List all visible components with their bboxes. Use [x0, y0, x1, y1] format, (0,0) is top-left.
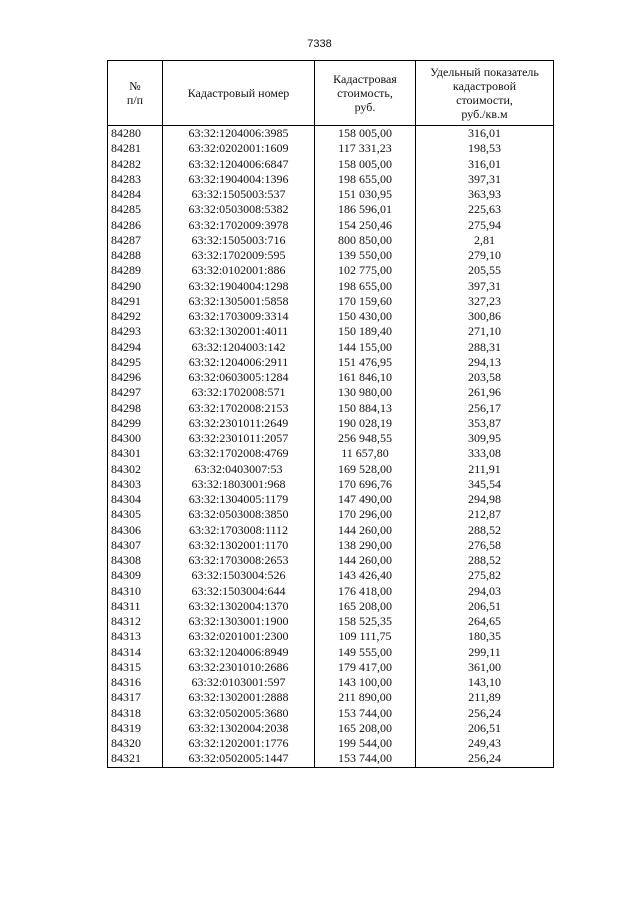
row-number-cell: 84303 [108, 477, 163, 492]
header-cost-line: Кадастровая [333, 72, 397, 86]
cadastral-number-cell: 63:32:1202001:1776 [163, 736, 315, 751]
cadastral-cost-cell: 170 296,00 [315, 507, 416, 522]
specific-value-cell: 279,10 [416, 248, 554, 263]
specific-value-cell: 206,51 [416, 599, 554, 614]
cadastral-cost-cell: 109 111,75 [315, 629, 416, 644]
table-row [108, 538, 554, 553]
cadastral-number-cell: 63:32:1904004:1298 [163, 279, 315, 294]
specific-value-cell: 275,94 [416, 218, 554, 233]
header-cadastral-cost [315, 61, 416, 126]
header-cadastral-line: Кадастровый номер [187, 86, 290, 100]
cadastral-cost-cell: 151 476,95 [315, 355, 416, 370]
row-number-cell: 84320 [108, 736, 163, 751]
cadastral-cost-cell: 130 980,00 [315, 385, 416, 400]
table-header-row [108, 61, 554, 126]
cadastral-cost-cell: 151 030,95 [315, 187, 416, 202]
cadastral-number-cell: 63:32:1302001:1170 [163, 538, 315, 553]
table-row [108, 462, 554, 477]
cadastral-number-cell: 63:32:1703008:2653 [163, 553, 315, 568]
specific-value-cell: 271,10 [416, 324, 554, 339]
cadastral-cost-cell: 176 418,00 [315, 584, 416, 599]
row-number-cell: 84312 [108, 614, 163, 629]
cadastral-cost-cell: 165 208,00 [315, 599, 416, 614]
cadastral-cost-cell: 144 155,00 [315, 340, 416, 355]
header-cost-line: руб. [354, 100, 376, 114]
row-number-cell: 84321 [108, 751, 163, 767]
specific-value-cell: 276,58 [416, 538, 554, 553]
specific-value-cell: 294,98 [416, 492, 554, 507]
row-number-cell: 84297 [108, 385, 163, 400]
cadastral-cost-cell: 144 260,00 [315, 523, 416, 538]
cadastral-cost-cell: 186 596,01 [315, 202, 416, 217]
cadastral-number-cell: 63:32:1302001:4011 [163, 324, 315, 339]
table-row [108, 660, 554, 675]
table-row [108, 431, 554, 446]
cadastral-number-cell: 63:32:1302004:1370 [163, 599, 315, 614]
specific-value-cell: 205,55 [416, 263, 554, 278]
cadastral-number-cell: 63:32:0403007:53 [163, 462, 315, 477]
specific-value-cell: 327,23 [416, 294, 554, 309]
row-number-cell: 84286 [108, 218, 163, 233]
cadastral-cost-cell: 153 744,00 [315, 751, 416, 767]
cadastral-cost-cell: 154 250,46 [315, 218, 416, 233]
table-row [108, 294, 554, 309]
specific-value-cell: 206,51 [416, 721, 554, 736]
cadastral-number-cell: 63:32:1904004:1396 [163, 172, 315, 187]
header-number-line: п/п [126, 93, 144, 107]
row-number-cell: 84283 [108, 172, 163, 187]
table-row [108, 370, 554, 385]
specific-value-cell: 225,63 [416, 202, 554, 217]
cadastral-cost-cell: 170 159,60 [315, 294, 416, 309]
specific-value-cell: 316,01 [416, 126, 554, 142]
header-specific-value [416, 61, 554, 126]
row-number-cell: 84307 [108, 538, 163, 553]
header-number [108, 61, 163, 126]
table-row [108, 553, 554, 568]
row-number-cell: 84310 [108, 584, 163, 599]
row-number-cell: 84306 [108, 523, 163, 538]
table-row [108, 751, 554, 767]
cadastral-number-cell: 63:32:1304005:1179 [163, 492, 315, 507]
table-row [108, 706, 554, 721]
row-number-cell: 84299 [108, 416, 163, 431]
specific-value-cell: 300,86 [416, 309, 554, 324]
specific-value-cell: 211,91 [416, 462, 554, 477]
cadastral-number-cell: 63:32:1702009:3978 [163, 218, 315, 233]
cadastral-cost-cell: 150 884,13 [315, 401, 416, 416]
row-number-cell: 84291 [108, 294, 163, 309]
specific-value-cell: 316,01 [416, 157, 554, 172]
cadastral-number-cell: 63:32:1505003:537 [163, 187, 315, 202]
cadastral-cost-cell: 143 100,00 [315, 675, 416, 690]
specific-value-cell: 212,87 [416, 507, 554, 522]
specific-value-cell: 361,00 [416, 660, 554, 675]
specific-value-cell: 275,82 [416, 568, 554, 583]
row-number-cell: 84289 [108, 263, 163, 278]
table-row [108, 568, 554, 583]
table-row [108, 507, 554, 522]
specific-value-cell: 288,52 [416, 523, 554, 538]
row-number-cell: 84285 [108, 202, 163, 217]
cadastral-number-cell: 63:32:1702008:4769 [163, 446, 315, 461]
specific-value-cell: 333,08 [416, 446, 554, 461]
cadastral-number-cell: 63:32:1702008:2153 [163, 401, 315, 416]
row-number-cell: 84302 [108, 462, 163, 477]
cadastral-cost-cell: 153 744,00 [315, 706, 416, 721]
cadastral-number-cell: 63:32:2301011:2057 [163, 431, 315, 446]
row-number-cell: 84314 [108, 645, 163, 660]
specific-value-cell: 256,24 [416, 751, 554, 767]
header-specific-line: стоимости, [456, 93, 513, 107]
cadastral-number-cell: 63:32:1303001:1900 [163, 614, 315, 629]
table-row [108, 721, 554, 736]
cadastral-cost-cell: 117 331,23 [315, 141, 416, 156]
row-number-cell: 84304 [108, 492, 163, 507]
header-number-line: № [129, 79, 141, 93]
specific-value-cell: 299,11 [416, 645, 554, 660]
row-number-cell: 84290 [108, 279, 163, 294]
specific-value-cell: 288,31 [416, 340, 554, 355]
cadastral-cost-cell: 147 490,00 [315, 492, 416, 507]
table-row [108, 157, 554, 172]
specific-value-cell: 294,13 [416, 355, 554, 370]
cadastral-cost-cell: 150 189,40 [315, 324, 416, 339]
table-row [108, 675, 554, 690]
cadastral-number-cell: 63:32:1305001:5858 [163, 294, 315, 309]
cadastral-cost-cell: 161 846,10 [315, 370, 416, 385]
cadastral-number-cell: 63:32:0503008:3850 [163, 507, 315, 522]
specific-value-cell: 397,31 [416, 279, 554, 294]
specific-value-cell: 180,35 [416, 629, 554, 644]
cadastral-number-cell: 63:32:2301011:2649 [163, 416, 315, 431]
table-row [108, 141, 554, 156]
cadastral-number-cell: 63:32:1503004:526 [163, 568, 315, 583]
table-row [108, 614, 554, 629]
cadastral-cost-cell: 158 005,00 [315, 126, 416, 142]
cadastral-number-cell: 63:32:1702008:571 [163, 385, 315, 400]
header-specific-line: руб./кв.м [461, 107, 508, 121]
page-number: 7338 [307, 38, 332, 50]
table-row [108, 202, 554, 217]
cadastral-cost-cell: 800 850,00 [315, 233, 416, 248]
cadastral-cost-cell: 102 775,00 [315, 263, 416, 278]
cadastral-number-cell: 63:32:1204006:8949 [163, 645, 315, 660]
cadastral-number-cell: 63:32:0503008:5382 [163, 202, 315, 217]
table-row [108, 172, 554, 187]
specific-value-cell: 294,03 [416, 584, 554, 599]
row-number-cell: 84281 [108, 141, 163, 156]
table-row [108, 599, 554, 614]
cadastral-number-cell: 63:32:1505003:716 [163, 233, 315, 248]
cadastral-number-cell: 63:32:0603005:1284 [163, 370, 315, 385]
specific-value-cell: 211,89 [416, 690, 554, 705]
cadastral-cost-cell: 211 890,00 [315, 690, 416, 705]
cadastral-number-cell: 63:32:0502005:1447 [163, 751, 315, 767]
table-row [108, 523, 554, 538]
table-row [108, 385, 554, 400]
cadastral-number-cell: 63:32:1703008:1112 [163, 523, 315, 538]
cadastral-cost-cell: 158 525,35 [315, 614, 416, 629]
table-row [108, 645, 554, 660]
cadastral-cost-cell: 199 544,00 [315, 736, 416, 751]
table-row [108, 492, 554, 507]
cadastral-number-cell: 63:32:0502005:3680 [163, 706, 315, 721]
row-number-cell: 84300 [108, 431, 163, 446]
cadastral-cost-cell: 149 555,00 [315, 645, 416, 660]
table-row [108, 736, 554, 751]
cadastral-cost-cell: 165 208,00 [315, 721, 416, 736]
cadastral-number-cell: 63:32:1204006:6847 [163, 157, 315, 172]
cadastral-number-cell: 63:32:1204006:3985 [163, 126, 315, 142]
header-cost-line: стоимость, [337, 86, 393, 100]
cadastral-number-cell: 63:32:1302004:2038 [163, 721, 315, 736]
cadastral-number-cell: 63:32:1204003:142 [163, 340, 315, 355]
cadastral-cost-cell: 198 655,00 [315, 279, 416, 294]
cadastral-number-cell: 63:32:1702009:595 [163, 248, 315, 263]
specific-value-cell: 256,17 [416, 401, 554, 416]
row-number-cell: 84301 [108, 446, 163, 461]
table-row [108, 629, 554, 644]
cadastral-cost-cell: 139 550,00 [315, 248, 416, 263]
header-cadastral-number [163, 61, 315, 126]
row-number-cell: 84292 [108, 309, 163, 324]
cadastral-cost-cell: 144 260,00 [315, 553, 416, 568]
cadastral-number-cell: 63:32:1703009:3314 [163, 309, 315, 324]
table-row [108, 187, 554, 202]
cadastral-number-cell: 63:32:0103001:597 [163, 675, 315, 690]
row-number-cell: 84280 [108, 126, 163, 142]
table-row [108, 401, 554, 416]
specific-value-cell: 264,65 [416, 614, 554, 629]
table-row [108, 477, 554, 492]
row-number-cell: 84282 [108, 157, 163, 172]
table-row [108, 340, 554, 355]
cadastral-value-table [107, 60, 554, 768]
table-row [108, 355, 554, 370]
cadastral-number-cell: 63:32:1803001:968 [163, 477, 315, 492]
specific-value-cell: 256,24 [416, 706, 554, 721]
cadastral-cost-cell: 143 426,40 [315, 568, 416, 583]
cadastral-cost-cell: 138 290,00 [315, 538, 416, 553]
specific-value-cell: 397,31 [416, 172, 554, 187]
specific-value-cell: 345,54 [416, 477, 554, 492]
specific-value-cell: 249,43 [416, 736, 554, 751]
specific-value-cell: 363,93 [416, 187, 554, 202]
specific-value-cell: 2,81 [416, 233, 554, 248]
cadastral-number-cell: 63:32:1204006:2911 [163, 355, 315, 370]
row-number-cell: 84309 [108, 568, 163, 583]
table-row [108, 218, 554, 233]
cadastral-cost-cell: 169 528,00 [315, 462, 416, 477]
cadastral-cost-cell: 170 696,76 [315, 477, 416, 492]
row-number-cell: 84288 [108, 248, 163, 263]
row-number-cell: 84313 [108, 629, 163, 644]
table-row [108, 309, 554, 324]
cadastral-cost-cell: 158 005,00 [315, 157, 416, 172]
table-row [108, 263, 554, 278]
row-number-cell: 84296 [108, 370, 163, 385]
cadastral-number-cell: 63:32:0202001:1609 [163, 141, 315, 156]
specific-value-cell: 198,53 [416, 141, 554, 156]
specific-value-cell: 353,87 [416, 416, 554, 431]
cadastral-cost-cell: 198 655,00 [315, 172, 416, 187]
cadastral-number-cell: 63:32:1503004:644 [163, 584, 315, 599]
table-row [108, 248, 554, 263]
table-body [108, 126, 554, 768]
header-specific-line: Удельный показатель [430, 65, 539, 79]
specific-value-cell: 143,10 [416, 675, 554, 690]
table-row [108, 416, 554, 431]
row-number-cell: 84315 [108, 660, 163, 675]
table-row [108, 584, 554, 599]
row-number-cell: 84305 [108, 507, 163, 522]
cadastral-cost-cell: 150 430,00 [315, 309, 416, 324]
specific-value-cell: 288,52 [416, 553, 554, 568]
row-number-cell: 84284 [108, 187, 163, 202]
cadastral-cost-cell: 179 417,00 [315, 660, 416, 675]
row-number-cell: 84294 [108, 340, 163, 355]
header-specific-line: кадастровой [452, 79, 517, 93]
cadastral-number-cell: 63:32:2301010:2686 [163, 660, 315, 675]
row-number-cell: 84317 [108, 690, 163, 705]
row-number-cell: 84293 [108, 324, 163, 339]
table-row [108, 446, 554, 461]
table-row [108, 126, 554, 142]
row-number-cell: 84318 [108, 706, 163, 721]
cadastral-number-cell: 63:32:1302001:2888 [163, 690, 315, 705]
table-row [108, 233, 554, 248]
cadastral-number-cell: 63:32:0102001:886 [163, 263, 315, 278]
row-number-cell: 84287 [108, 233, 163, 248]
specific-value-cell: 309,95 [416, 431, 554, 446]
specific-value-cell: 261,96 [416, 385, 554, 400]
cadastral-cost-cell: 256 948,55 [315, 431, 416, 446]
row-number-cell: 84298 [108, 401, 163, 416]
row-number-cell: 84295 [108, 355, 163, 370]
row-number-cell: 84308 [108, 553, 163, 568]
specific-value-cell: 203,58 [416, 370, 554, 385]
cadastral-cost-cell: 190 028,19 [315, 416, 416, 431]
cadastral-number-cell: 63:32:0201001:2300 [163, 629, 315, 644]
table-row [108, 690, 554, 705]
table-row [108, 279, 554, 294]
row-number-cell: 84319 [108, 721, 163, 736]
row-number-cell: 84311 [108, 599, 163, 614]
table-row [108, 324, 554, 339]
row-number-cell: 84316 [108, 675, 163, 690]
cadastral-cost-cell: 11 657,80 [315, 446, 416, 461]
